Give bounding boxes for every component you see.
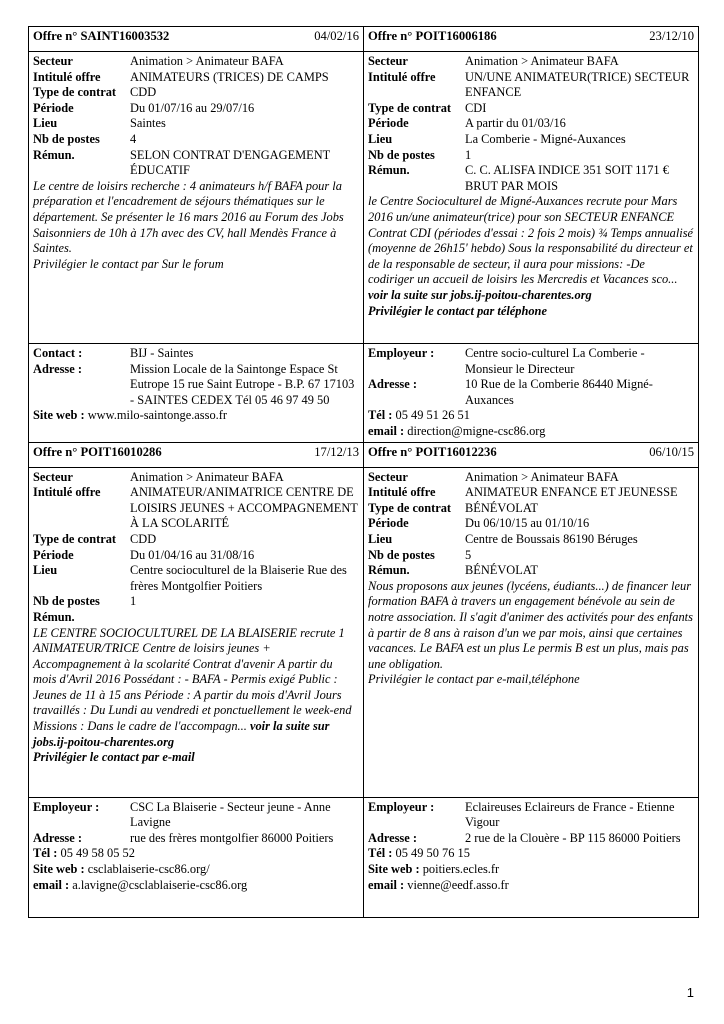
field-lieu: Centre de Boussais 86190 Béruges [465, 531, 638, 546]
contact-site-web[interactable]: www.milo-saintonge.asso.fr [87, 408, 227, 423]
field-secteur: Animation > Animateur BAFA [465, 469, 619, 484]
read-more-link[interactable]: voir la suite sur jobs.ij-poitou-charentes.org [368, 287, 592, 302]
site-web-label: Site web : [33, 408, 85, 423]
contact-label: Contact : [33, 346, 83, 360]
contact-email[interactable]: vienne@eedf.asso.fr [407, 877, 509, 892]
field-label: Période [368, 516, 409, 531]
offer-body [29, 467, 364, 797]
field-lieu: Saintes [130, 116, 166, 131]
field-periode: Du 01/07/16 au 29/07/16 [130, 100, 255, 115]
employeur-label: Employeur : [368, 346, 435, 360]
field-label: Lieu [368, 131, 393, 146]
field-label: Type de contrat [33, 531, 117, 546]
adresse-label: Adresse : [368, 377, 417, 392]
field-label: Secteur [368, 54, 408, 68]
offer-contact [29, 797, 364, 917]
offer-date: 17/12/13 [314, 444, 359, 459]
field-label: Lieu [368, 531, 393, 546]
field-secteur: Animation > Animateur BAFA [130, 54, 284, 68]
offer-body [29, 52, 364, 344]
tel-label: Tél : [368, 408, 393, 423]
contact-site-web[interactable]: poitiers.ecles.fr [422, 861, 500, 876]
offer-description: LE CENTRE SOCIOCULTUREL DE LA BLAISERIE recrute 1 ANIMATEUR/TRICE Centre de loisirs jeunes + Accompagnement à la scolarité Contrat d'avenir A partir du mois d'Avril 2016 Possédant : - BAFA - Permis exigé Public : Jeunes de 11 à 15 ans Période : A partir du mois d'Avril Jours travaillés : Du Lundi au vendredi et ponctuellement le week-end Missions : Dans le cadre de l'accompagn... [33, 625, 352, 734]
field-label: Type de contrat [368, 500, 452, 515]
field-label: Lieu [33, 563, 58, 578]
contact-tel: 05 49 51 26 51 [395, 408, 470, 423]
email-label: email : [368, 877, 405, 892]
field-label: Nb de postes [33, 131, 100, 146]
field-type-contrat: CDD [130, 531, 157, 546]
contact-tel: 05 49 58 05 52 [60, 846, 135, 861]
offer-body [364, 52, 699, 344]
field-nb-postes: 1 [465, 147, 472, 162]
offer-number: Offre n° SAINT16003532 [33, 29, 170, 43]
field-label: Rémun. [368, 163, 410, 178]
field-lieu: Centre socioculturel de la Blaiserie Rue des frères Montgolfier Poitiers [130, 563, 347, 593]
field-label: Type de contrat [33, 85, 117, 100]
site-web-label: Site web : [368, 861, 420, 876]
adresse-label: Adresse : [368, 830, 417, 845]
offer-header [364, 27, 699, 52]
offers-grid [28, 26, 698, 918]
field-label: Rémun. [33, 609, 75, 624]
offer-description: Nous proposons aux jeunes (lycéens, éudiants...) de financer leur formation BAFA à travers un engagement bénévole au sein de notre association. Il s'agit d'animer des activités pour des enfants à partir de 8 ans à raison d'un we par mois, ainsi que certaines vacances. Le BAFA est un plus Le permis B est un plus, mais pas une obligation. [368, 578, 693, 671]
offer-date: 04/02/16 [314, 29, 359, 43]
field-label: Intitulé offre [368, 69, 436, 84]
field-label: Intitulé offre [33, 485, 101, 500]
tel-label: Tél : [33, 846, 58, 861]
field-remun: SELON CONTRAT D'ENGAGEMENT ÉDUCATIF [130, 147, 331, 178]
employeur-label: Employeur : [368, 799, 435, 814]
offer-body [364, 467, 699, 797]
field-label: Période [33, 547, 74, 562]
contact-site-web[interactable]: csclablaiserie-csc86.org/ [87, 861, 210, 876]
field-label: Période [33, 100, 74, 115]
field-intitule: UN/UNE ANIMATEUR(TRICE) SECTEUR ENFANCE [465, 69, 690, 100]
field-type-contrat: CDI [465, 100, 487, 115]
offer-contact [364, 344, 699, 443]
adresse-label: Adresse : [33, 830, 82, 845]
field-label: Lieu [33, 116, 58, 131]
field-label: Rémun. [368, 563, 410, 578]
field-label: Intitulé offre [33, 69, 101, 84]
contact-email[interactable]: a.lavigne@csclablaiserie-csc86.org [72, 877, 248, 892]
field-label: Période [368, 116, 409, 131]
field-label: Secteur [33, 54, 73, 68]
offer-header [29, 27, 364, 52]
field-type-contrat: CDD [130, 85, 157, 100]
email-label: email : [368, 423, 405, 438]
contact-preference: Privilégier le contact par e-mail,téléphone [368, 672, 580, 687]
field-intitule: ANIMATEUR/ANIMATRICE CENTRE DE LOISIRS JEUNES + ACCOMPAGNEMENT À LA SCOLARITÉ [130, 485, 358, 531]
site-web-label: Site web : [33, 861, 85, 876]
offers-table [28, 26, 699, 918]
field-remun: C. C. ALISFA INDICE 351 SOIT 1171 € BRUT PAR MOIS [465, 163, 669, 193]
contact-adresse: Mission Locale de la Saintonge Espace St Eutrope 15 rue Saint Eutrope - B.P. 67 17103 - SAINTES CEDEX Tél 05 46 97 49 50 [130, 361, 355, 407]
field-remun [130, 610, 359, 626]
page-number: 1 [686, 985, 694, 1000]
field-secteur: Animation > Animateur BAFA [130, 469, 284, 484]
contact-preference: Privilégier le contact par Sur le forum [33, 256, 224, 271]
field-lieu: La Comberie - Migné-Auxances [465, 131, 626, 146]
contact-employeur: Centre socio-culturel La Comberie - Monsieur le Directeur [465, 346, 645, 376]
contact-employeur: CSC La Blaiserie - Secteur jeune - Anne Lavigne [130, 799, 331, 830]
offer-header [29, 442, 364, 467]
email-label: email : [33, 877, 70, 892]
offer-number: Offre n° POIT16010286 [33, 444, 162, 459]
field-periode: Du 01/04/16 au 31/08/16 [130, 547, 255, 562]
field-intitule: ANIMATEUR ENFANCE ET JEUNESSE [465, 485, 678, 500]
offer-date: 06/10/15 [649, 444, 694, 459]
employeur-label: Employeur : [33, 799, 100, 814]
field-intitule: ANIMATEURS (TRICES) DE CAMPS [130, 69, 329, 84]
field-remun: BÉNÉVOLAT [465, 563, 538, 578]
adresse-label: Adresse : [33, 361, 82, 376]
offer-number: Offre n° POIT16006186 [368, 29, 497, 43]
field-label: Secteur [368, 469, 408, 484]
read-more-link[interactable]: voir la suite sur jobs.ij-poitou-charentes.org [33, 719, 330, 749]
contact-preference: Privilégier le contact par e-mail [33, 750, 195, 765]
field-label: Nb de postes [33, 594, 100, 609]
contact-tel: 05 49 50 76 15 [395, 846, 470, 861]
contact-employeur: Eclaireuses Eclaireurs de France - Etienne Vigour [465, 799, 675, 830]
offer-date: 23/12/10 [649, 29, 694, 43]
contact-email[interactable]: direction@migne-csc86.org [407, 423, 546, 438]
contact-adresse: 10 Rue de la Comberie 86440 Migné-Auxances [465, 377, 653, 407]
field-periode: A partir du 01/03/16 [465, 116, 566, 131]
field-label: Rémun. [33, 147, 75, 162]
field-periode: Du 06/10/15 au 01/10/16 [465, 516, 590, 531]
field-nb-postes: 1 [130, 594, 137, 609]
contact-preference: Privilégier le contact par téléphone [368, 303, 547, 318]
offer-description: le Centre Socioculturel de Migné-Auxances recrute pour Mars 2016 un/une animateur(trice) pour son SECTEUR ENFANCE Contrat CDI (périodes d'essai : 2 fois 2 mois) ¾ Temps annualisé (moyenne de 26h15' hebdo) Sous la responsabilité du directeur et de la responsable de secteur, il aura pour missions: -De codiriger un accueil de loisirs les Mercredis et Vacances sco... [368, 194, 694, 287]
field-label: Type de contrat [368, 100, 452, 115]
field-label: Nb de postes [368, 147, 435, 162]
offer-number: Offre n° POIT16012236 [368, 444, 497, 459]
offer-contact [364, 797, 699, 917]
field-label: Secteur [33, 469, 73, 484]
tel-label: Tél : [368, 846, 393, 861]
field-nb-postes: 5 [465, 547, 472, 562]
offer-header [364, 442, 699, 467]
contact-name: BIJ - Saintes [130, 346, 194, 360]
field-secteur: Animation > Animateur BAFA [465, 54, 619, 68]
contact-adresse: 2 rue de la Clouère - BP 115 86000 Poitiers [465, 830, 681, 845]
field-type-contrat: BÉNÉVOLAT [465, 500, 538, 515]
field-nb-postes: 4 [130, 131, 137, 146]
contact-adresse: rue des frères montgolfier 86000 Poitiers [130, 830, 334, 845]
field-label: Nb de postes [368, 547, 435, 562]
field-label: Intitulé offre [368, 485, 436, 500]
offer-description: Le centre de loisirs recherche : 4 animateurs h/f BAFA pour la préparation et l'encadrement de séjours thématiques sur le département. Se présenter le 16 mars 2016 au Forum des Jobs Saisonniers de 10h à 17h avec des CV, hall Mendès France à Saintes. [33, 178, 344, 256]
offer-contact [29, 344, 364, 443]
